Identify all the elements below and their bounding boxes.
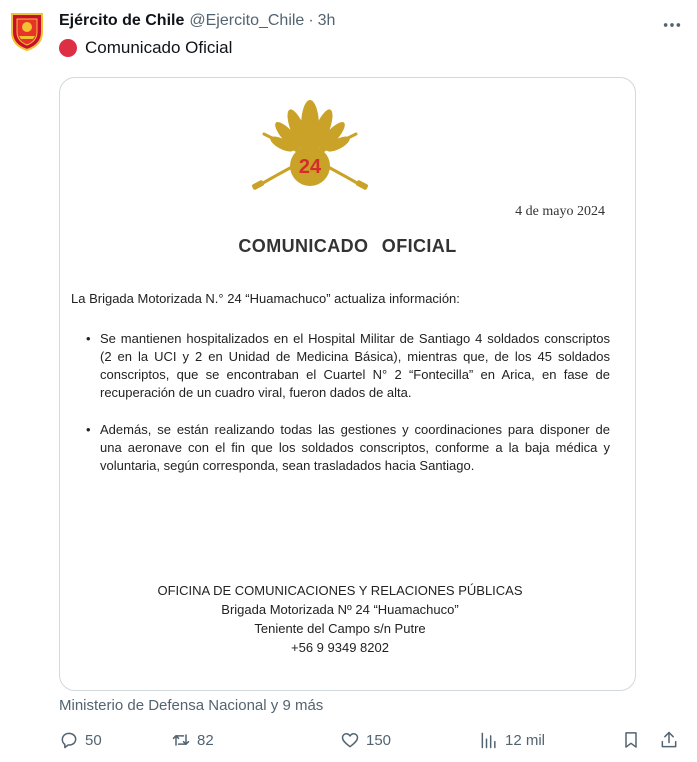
views-button[interactable] — [479, 730, 545, 750]
repost-button[interactable] — [171, 730, 214, 750]
signature-office: OFICINA DE COMUNICACIONES Y RELACIONES PÚBLICAS — [157, 583, 523, 598]
repost-icon — [171, 730, 191, 750]
document — [60, 78, 635, 690]
bookmark-button[interactable] — [621, 730, 641, 750]
like-count: 150 — [366, 731, 392, 749]
reply-button[interactable] — [59, 730, 102, 750]
author-handle[interactable]: @Ejercito_Chile — [189, 12, 305, 29]
views-count: 12 mil — [505, 731, 546, 749]
reply-icon — [59, 730, 79, 750]
document-title: COMUNICADO OFICIAL — [238, 236, 457, 256]
tweet-text-content: Comunicado Oficial — [85, 38, 233, 57]
media-image[interactable] — [59, 77, 636, 691]
tweet-text — [59, 38, 232, 58]
red-circle-icon — [59, 39, 77, 57]
separator-dot: · — [308, 12, 314, 29]
emblem-number: 24 — [298, 156, 322, 178]
avatar[interactable] — [6, 10, 48, 52]
army-shield-icon — [6, 10, 48, 52]
bookmark-icon — [621, 730, 641, 750]
bullet-text: Se mantienen hospitalizados en el Hospital Militar de Santiago 4 soldados conscriptos (2 en la UCI y 2 en Unidad de Medicina Básica), mientras que, de los 45 soldados conscriptos, que se encontraban el Cuartel N° 2 “Fontecilla” en Arica, en fase de recuperación de un cuadro viral, fueron dados de alta. — [100, 331, 610, 400]
signature-address: Teniente del Campo s/n Putre — [254, 621, 426, 636]
more-options-button[interactable] — [661, 14, 683, 36]
reply-count: 50 — [85, 731, 102, 749]
repost-count: 82 — [197, 731, 214, 749]
heart-icon — [340, 730, 360, 750]
signature-phone: +56 9 9349 8202 — [291, 640, 389, 655]
tweet-time[interactable]: 3h — [317, 12, 336, 29]
action-bar — [59, 730, 684, 754]
document-bullet — [86, 330, 610, 402]
views-chart-icon — [479, 730, 499, 750]
tweet-header — [59, 12, 335, 30]
brigade-emblem-icon — [248, 86, 372, 194]
more-dots-icon — [662, 15, 682, 35]
author-name[interactable]: Ejército de Chile — [59, 12, 185, 29]
bullet-marker: • — [86, 422, 91, 437]
signature-brigade: Brigada Motorizada Nº 24 “Huamachuco” — [221, 602, 459, 617]
like-button[interactable] — [340, 730, 391, 750]
document-intro: La Brigada Motorizada N.° 24 “Huamachuco” actualiza información: — [71, 291, 460, 306]
bullet-text: Además, se están realizando todas las gestiones y coordinaciones para disponer de una aeronave con el fin que los soldados conscriptos, conforme a la baja médica y voluntaria, según corresponda, sean trasladados hacia Santiago. — [100, 422, 610, 473]
tagged-accounts-link[interactable]: Ministerio de Defensa Nacional y 9 más — [59, 697, 324, 714]
bullet-marker: • — [86, 331, 91, 346]
share-icon — [659, 730, 679, 750]
share-button[interactable] — [659, 730, 679, 750]
document-bullet — [86, 421, 610, 475]
document-date: 4 de mayo 2024 — [515, 204, 605, 219]
